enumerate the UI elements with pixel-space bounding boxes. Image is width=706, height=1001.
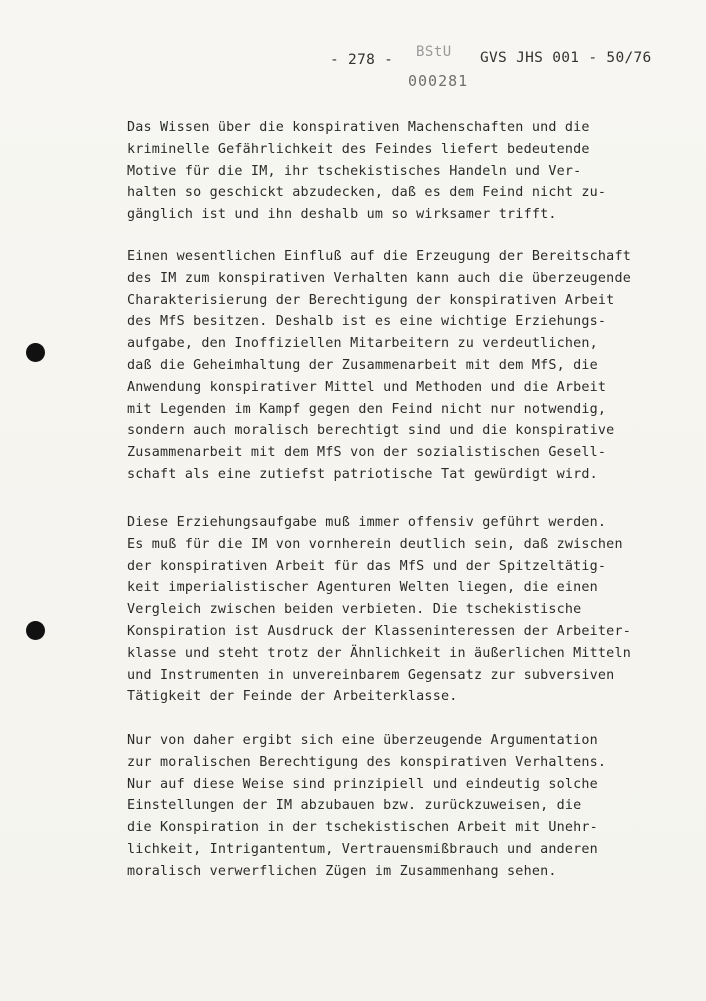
paragraph-1 <box>127 117 657 226</box>
paragraph-4 <box>127 730 657 883</box>
text-line: Konspiration ist Ausdruck der Klasseninteressen der Arbeiter- <box>127 623 631 639</box>
text-line: Motive für die IM, ihr tschekistisches Handeln und Ver- <box>127 163 582 179</box>
text-line: aufgabe, den Inoffiziellen Mitarbeitern zu verdeutlichen, <box>127 336 598 352</box>
text-line: die Konspiration in der tschekistischen Arbeit mit Unehr- <box>127 820 598 836</box>
paragraph-3 <box>127 512 657 708</box>
text-line: Einen wesentlichen Einfluß auf die Erzeugung der Bereitschaft <box>127 249 631 264</box>
text-line: sondern auch moralisch berechtigt sind und die konspirative <box>127 423 615 439</box>
text-line: Tätigkeit der Feinde der Arbeiterklasse. <box>127 689 458 705</box>
text-line: kriminelle Gefährlichkeit des Feindes liefert bedeutende <box>127 141 590 157</box>
text-line: gänglich ist und ihn deshalb um so wirksamer trifft. <box>127 207 557 223</box>
text-line: Es muß für die IM von vornherein deutlich sein, daß zwischen <box>127 536 623 552</box>
text-line: Zusammenarbeit mit dem MfS von der sozialistischen Gesell- <box>127 445 607 461</box>
text-line: Nur auf diese Weise sind prinzipiell und eindeutig solche <box>127 776 598 792</box>
text-line: halten so geschickt abzudecken, daß es dem Feind nicht zu- <box>127 185 607 201</box>
text-line: Anwendung konspirativer Mittel und Methoden und die Arbeit <box>127 379 607 395</box>
text-line: zur moralischen Berechtigung des konspirativen Verhaltens. <box>127 754 607 770</box>
text-line: Nur von daher ergibt sich eine überzeugende Argumentation <box>127 733 598 748</box>
text-line: Einstellungen der IM abzubauen bzw. zurückzuweisen, die <box>127 798 582 814</box>
text-line: des MfS besitzen. Deshalb ist es eine wichtige Erziehungs- <box>127 314 607 330</box>
text-line: moralisch verwerflichen Zügen im Zusammenhang sehen. <box>127 863 557 879</box>
text-line: klasse und steht trotz der Ähnlichkeit in äußerlichen Mitteln <box>127 645 631 661</box>
text-line: daß die Geheimhaltung der Zusammenarbeit mit dem MfS, die <box>127 357 598 373</box>
document-reference: GVS JHS 001 - 50/76 <box>480 50 652 66</box>
paragraph-2 <box>127 246 657 486</box>
text-line: Diese Erziehungsaufgabe muß immer offensiv geführt werden. <box>127 515 607 530</box>
text-line: mit Legenden im Kampf gegen den Feind nicht nur notwendig, <box>127 401 607 417</box>
stamp-number: 000281 <box>408 72 469 90</box>
text-line: schaft als eine zutiefst patriotische Tat gewürdigt wird. <box>127 466 598 482</box>
text-line: Das Wissen über die konspirativen Machenschaften und die <box>127 120 590 135</box>
text-line: der konspirativen Arbeit für das MfS und der Spitzeltätig- <box>127 558 607 574</box>
text-line: des IM zum konspirativen Verhalten kann auch die überzeugende <box>127 270 631 286</box>
text-line: lichkeit, Intrigantentum, Vertrauensmißbrauch und anderen <box>127 841 598 857</box>
text-line: Charakterisierung der Berechtigung der konspirativen Arbeit <box>127 292 615 308</box>
punch-hole-bottom <box>26 621 45 640</box>
text-line: und Instrumenten in unvereinbarem Gegensatz zur subversiven <box>127 667 615 683</box>
page-number: - 278 - <box>330 52 394 68</box>
text-line: keit imperialistischer Agenturen Welten liegen, die einen <box>127 580 598 596</box>
punch-hole-top <box>26 343 45 362</box>
stamp-label: BStU <box>416 44 452 60</box>
text-line: Vergleich zwischen beiden verbieten. Die tschekistische <box>127 602 582 618</box>
